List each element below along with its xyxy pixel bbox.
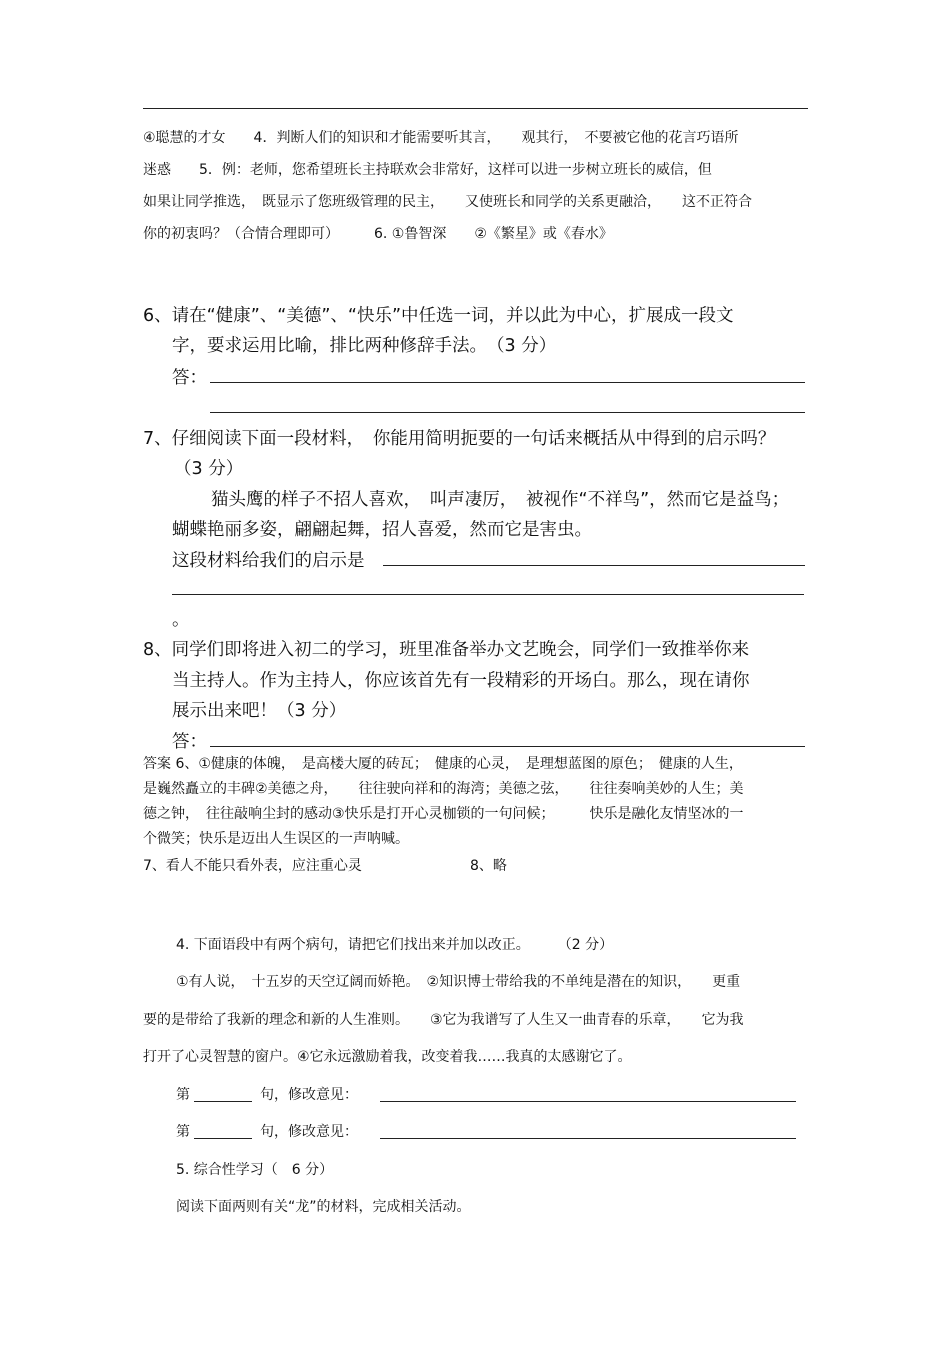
prev-answer-line-4: 你的初衷吗？（合情合理即可） 6. ①鲁智深 ②《繁星》或《春水》 [143, 226, 613, 242]
q4-fill-2-answer-blank[interactable] [380, 1138, 796, 1139]
q8-line-2: 当主持人。作为主持人，你应该首先有一段精彩的开场白。那么，现在请你 [172, 671, 750, 691]
q4-paragraph-line-1: ①有人说， 十五岁的天空辽阔而娇艳。 ②知识博士带给我的不单纯是潜在的知识， 更重 [176, 974, 741, 990]
q6-line-2: 字，要求运用比喻，排比两种修辞手法。 （3 分） [172, 336, 557, 356]
q4-fill-2-prefix: 第 [176, 1124, 190, 1140]
q4-paragraph-line-2: 要的是带给了我新的理念和新的人生准则。 ③它为我谱写了人生又一曲青春的乐章， 它为我 [143, 1012, 744, 1028]
q6-answer-label: 答： [172, 368, 207, 388]
q7-prompt: 这段材料给我们的启示是 [172, 551, 365, 571]
q7-material-line-2: 蝴蝶艳丽多姿，翩翩起舞，招人喜爱，然而它是害虫。 [172, 520, 592, 540]
answer-key-line-4: 个微笑；快乐是迈出人生误区的一声呐喊。 [143, 831, 409, 847]
q4-fill-1-number-blank[interactable] [194, 1101, 252, 1102]
prev-answer-line-1: ④聪慧的才女 4．判断人们的知识和才能需要听其言， 观其行， 不要被它他的花言巧语所 [143, 130, 739, 146]
q4-paragraph-line-3: 打开了心灵智慧的窗户。④它永远激励着我，改变着我……我真的太感谢它了。 [143, 1049, 632, 1065]
prev-answer-line-3: 如果让同学推选， 既显示了您班级管理的民主， 又使班长和同学的关系更融洽， 这不正符合 [143, 194, 752, 210]
q4-fill-2-suffix: 句，修改意见： [260, 1124, 358, 1140]
q4-fill-1-prefix: 第 [176, 1087, 190, 1103]
q6-answer-line-1[interactable] [210, 382, 805, 383]
q5-instruction: 阅读下面两则有关“龙”的材料，完成相关活动。 [176, 1199, 471, 1215]
q7-line-2: （3 分） [174, 459, 244, 479]
q8-line-3: 展示出来吧！（3 分） [172, 701, 347, 721]
answer-key-line-2: 是巍然矗立的丰碑②美德之舟， 往往驶向祥和的海湾；美德之弦， 往往奏响美妙的人生；美 [143, 781, 744, 797]
answer-key-line-3: 德之钟， 往往敲响尘封的感动③快乐是打开心灵枷锁的一句问候； 快乐是融化友情坚冰的一 [143, 806, 744, 822]
q4-fill-2-number-blank[interactable] [194, 1138, 252, 1139]
answer-key-line-1: 答案 6、①健康的体魄， 是高楼大厦的砖瓦； 健康的心灵， 是理想蓝图的原色； 健康的人生， [143, 756, 743, 772]
top-divider [143, 108, 808, 109]
q7-answer-line-1[interactable] [383, 565, 805, 566]
q8-answer-label: 答： [172, 732, 207, 752]
q6-line-1: 6、请在“健康”、“美德”、“快乐”中任选一词，并以此为中心，扩展成一段文 [143, 306, 734, 326]
prev-answer-line-2: 迷惑 5．例：老师，您希望班长主持联欢会非常好，这样可以进一步树立班长的威信，但 [143, 162, 712, 178]
answer-key-line-5b: 8、略 [470, 858, 507, 874]
q4-title: 4. 下面语段中有两个病句，请把它们找出来并加以改正。 （2 分） [176, 937, 614, 953]
q7-answer-line-2[interactable] [172, 594, 804, 595]
q8-line-1: 8、同学们即将进入初二的学习，班里准备举办文艺晚会，同学们一致推举你来 [143, 640, 750, 660]
answer-key-line-5a: 7、看人不能只看外表，应注重心灵 [143, 858, 362, 874]
q7-line-1: 7、仔细阅读下面一段材料， 你能用简明扼要的一句话来概括从中得到的启示吗？ [143, 429, 776, 449]
q4-fill-1-answer-blank[interactable] [380, 1101, 796, 1102]
q7-end-mark: 。 [172, 610, 190, 630]
q7-material-line-1: 猫头鹰的样子不招人喜欢， 叫声凄厉， 被视作“不祥鸟”，然而它是益鸟； [211, 490, 790, 510]
q6-answer-line-2[interactable] [210, 412, 805, 413]
q8-answer-line[interactable] [210, 746, 805, 747]
q4-fill-1-suffix: 句，修改意见： [260, 1087, 358, 1103]
q5-title: 5. 综合性学习（ 6 分） [176, 1162, 334, 1178]
